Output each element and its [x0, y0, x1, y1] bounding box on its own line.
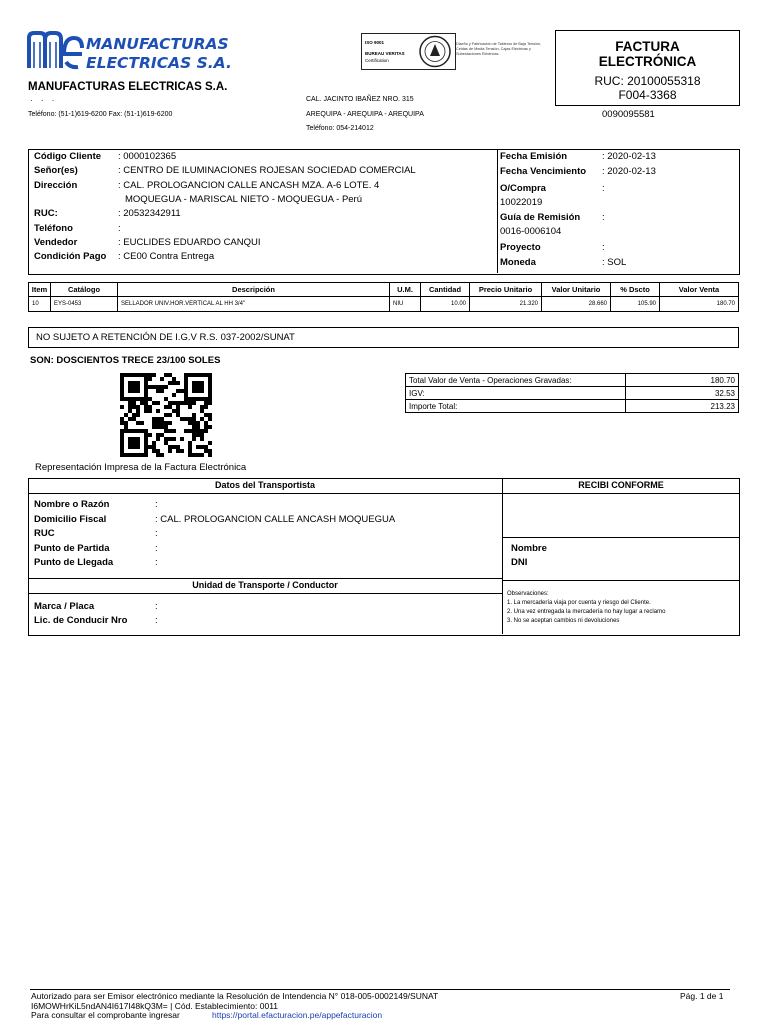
unidad-transporte-title: Unidad de Transporte / Conductor: [192, 580, 338, 590]
ruc-label: RUC:: [34, 208, 58, 219]
fecha-venc-label: Fecha Vencimiento: [500, 166, 587, 177]
igv-label: IGV:: [406, 387, 626, 400]
senor-value: : CENTRO DE ILUMINACIONES ROJESAN SOCIEDAD COMERCIAL: [118, 165, 416, 176]
nombre-razon-value: :: [155, 499, 158, 510]
company-phones: Teléfono: (51-1)619-6200 Fax: (51-1)619-6200: [28, 111, 173, 118]
observacion-1: 1. La mercadería viaja por cuenta y riesgo del Cliente.: [507, 600, 651, 606]
retencion-box: [28, 327, 739, 348]
table-row: [29, 297, 739, 312]
totals-table: [405, 373, 739, 413]
footer-divider: [30, 989, 730, 990]
header-item: Item: [29, 283, 51, 297]
licencia-value: :: [155, 615, 158, 626]
logo-text-line2: ELECTRICAS S.A.: [86, 54, 232, 72]
footer-hash: I6MOWHrKiL5ndAN4I617I48kQ3M= | Cód. Establecimiento: 0011: [31, 1001, 279, 1011]
gravadas-value: 180.70: [626, 374, 739, 387]
unidad-bottom-line: [28, 593, 503, 594]
invoice-ruc: RUC: 20100055318: [594, 74, 701, 88]
llegada-value: :: [155, 557, 158, 568]
header-precio-unitario: Precio Unitario: [470, 283, 542, 297]
vendedor-value: : EUCLIDES EDUARDO CANQUI: [118, 237, 261, 248]
moneda-label: Moneda: [500, 257, 536, 268]
representacion-text: Representación Impresa de la Factura Electrónica: [35, 462, 247, 473]
unidad-top-line: [28, 578, 503, 579]
invoice-title-1: FACTURA: [615, 39, 680, 54]
licencia-label: Lic. de Conducir Nro: [34, 615, 128, 626]
header-dscto: % Dscto: [611, 283, 660, 297]
company-dots: · · ·: [30, 96, 58, 105]
cell-dscto: 105.90: [611, 297, 660, 312]
company-logo: [26, 30, 242, 72]
domicilio-value: : CAL. PROLOGANCION CALLE ANCASH MOQUEGUA: [155, 514, 396, 525]
recibi-line-1: [502, 537, 740, 538]
observacion-3: 3. No se aceptan cambios ni devoluciones: [507, 618, 620, 624]
header-valor-venta: Valor Venta: [660, 283, 739, 297]
invoice-header-box: [555, 30, 740, 106]
ocompra-colon: :: [602, 183, 605, 194]
items-header-row: [29, 283, 739, 297]
igv-value: 32.53: [626, 387, 739, 400]
guia-colon: :: [602, 212, 605, 223]
partida-label: Punto de Partida: [34, 543, 110, 554]
condicion-value: : CE00 Contra Entrega: [118, 251, 215, 262]
llegada-label: Punto de Llegada: [34, 557, 114, 568]
cell-item: 10: [29, 297, 51, 312]
direccion-value-2: MOQUEGUA - MARISCAL NIETO - MOQUEGUA - Perú: [125, 194, 363, 205]
cell-descripcion: SELLADOR UNIV.HOR.VERTICAL AL HH 3/4": [118, 297, 390, 312]
senor-label: Señor(es): [34, 165, 78, 176]
marca-placa-label: Marca / Placa: [34, 601, 95, 612]
ocompra-label: O/Compra: [500, 183, 546, 194]
header-valor-unitario: Valor Unitario: [542, 283, 611, 297]
importe-label: Importe Total:: [406, 400, 626, 413]
transport-ruc-label: RUC: [34, 528, 55, 539]
gravadas-label: Total Valor de Venta - Operaciones Gravadas:: [406, 374, 626, 387]
cell-catalogo: EYS-0453: [51, 297, 118, 312]
guia-label: Guía de Remisión: [500, 212, 581, 223]
items-table: [28, 282, 739, 312]
company-address-1: CAL. JACINTO IBAÑEZ NRO. 315: [306, 96, 414, 103]
proyecto-value: :: [602, 242, 605, 253]
observaciones-title: Observaciones:: [507, 591, 549, 597]
codigo-label: Código Cliente: [34, 151, 102, 162]
client-divider: [497, 149, 498, 273]
guia-value: 0016-0006104: [500, 226, 562, 237]
totals-row: [406, 400, 739, 413]
cert-iso: ISO 9001: [365, 40, 385, 45]
ocompra-value: 10022019: [500, 197, 543, 208]
proyecto-label: Proyecto: [500, 242, 541, 253]
bureau-veritas-seal-icon: [418, 35, 452, 68]
moneda-value: : SOL: [602, 257, 627, 268]
domicilio-label: Domicilio Fiscal: [34, 514, 107, 525]
recibi-dni: DNI: [511, 557, 528, 568]
direccion-label: Dirección: [34, 180, 78, 191]
transport-ruc-value: :: [155, 528, 158, 539]
importe-value: 213.23: [626, 400, 739, 413]
fecha-emision-value: : 2020-02-13: [602, 151, 656, 162]
qr-code-icon: [120, 373, 212, 457]
retencion-text: NO SUJETO A RETENCIÓN DE I.G.V R.S. 037-2002/SUNAT: [36, 332, 295, 343]
header-cantidad: Cantidad: [421, 283, 470, 297]
invoice-ref-code: 0090095581: [602, 109, 655, 120]
direccion-value-1: : CAL. PROLOGANCION CALLE ANCASH MZA. A-6 LOTE. 4: [118, 180, 380, 191]
cell-valor-unitario: 28.660: [542, 297, 611, 312]
certification-badge: [361, 33, 456, 70]
partida-value: :: [155, 543, 158, 554]
recibi-line-2: [502, 580, 740, 581]
observacion-2: 2. Una vez entregada la mercadería no hay lugar a reclamo: [507, 609, 666, 615]
datos-transportista-title: Datos del Transportista: [214, 480, 316, 490]
condicion-label: Condición Pago: [34, 251, 107, 262]
vendedor-label: Vendedor: [34, 237, 78, 248]
recibi-conforme-title: RECIBI CONFORME: [578, 480, 664, 490]
footer-consult-text: Para consultar el comprobante ingresar: [31, 1010, 180, 1020]
fecha-emision-label: Fecha Emisión: [500, 151, 568, 162]
amount-in-words: SON: DOSCIENTOS TRECE 23/100 SOLES: [30, 355, 221, 366]
cell-precio-unitario: 21.320: [470, 297, 542, 312]
footer-page-number: Pág. 1 de 1: [680, 991, 724, 1001]
transport-divider: [502, 478, 503, 634]
transport-header-line: [28, 493, 740, 494]
telefono-label: Teléfono: [34, 223, 73, 234]
cell-valor-venta: 180.70: [660, 297, 739, 312]
cell-um: NIU: [390, 297, 421, 312]
consult-link[interactable]: https://portal.efacturacion.pe/appefacturacion: [212, 1010, 383, 1020]
codigo-value: : 0000102365: [118, 151, 177, 162]
ruc-value: : 20532342911: [118, 208, 181, 219]
cert-bureau: BUREAU VERITAS: [365, 51, 405, 56]
header-um: U.M.: [390, 283, 421, 297]
header-catalogo: Catálogo: [51, 283, 118, 297]
totals-row: [406, 387, 739, 400]
fecha-venc-value: : 2020-02-13: [602, 166, 656, 177]
cert-description: Diseño y Fabricación de Tableros de Baja Tensión, Celdas de Media Tensión, Cajas Eléctricas y Subestaciones Eléctricas.: [456, 42, 542, 56]
cell-cantidad: 10.00: [421, 297, 470, 312]
company-address-2: AREQUIPA - AREQUIPA - AREQUIPA: [306, 111, 424, 118]
logo-text-line1: MANUFACTURAS: [86, 35, 229, 53]
company-address-3: Teléfono: 054-214012: [306, 125, 374, 132]
invoice-title-2: ELECTRÓNICA: [598, 54, 697, 69]
totals-row: [406, 374, 739, 387]
header-descripcion: Descripción: [118, 283, 390, 297]
invoice-number: F004-3368: [618, 88, 677, 102]
cert-certification: Certification: [365, 58, 389, 63]
marca-placa-value: :: [155, 601, 158, 612]
nombre-razon-label: Nombre o Razón: [34, 499, 110, 510]
footer-authorization: Autorizado para ser Emisor electrónico mediante la Resolución de Intendencia N° 018-005-0002149/SUNAT: [31, 991, 439, 1001]
telefono-value: :: [118, 223, 121, 234]
company-name: MANUFACTURAS ELECTRICAS S.A.: [28, 81, 228, 93]
recibi-nombre: Nombre: [511, 543, 547, 554]
